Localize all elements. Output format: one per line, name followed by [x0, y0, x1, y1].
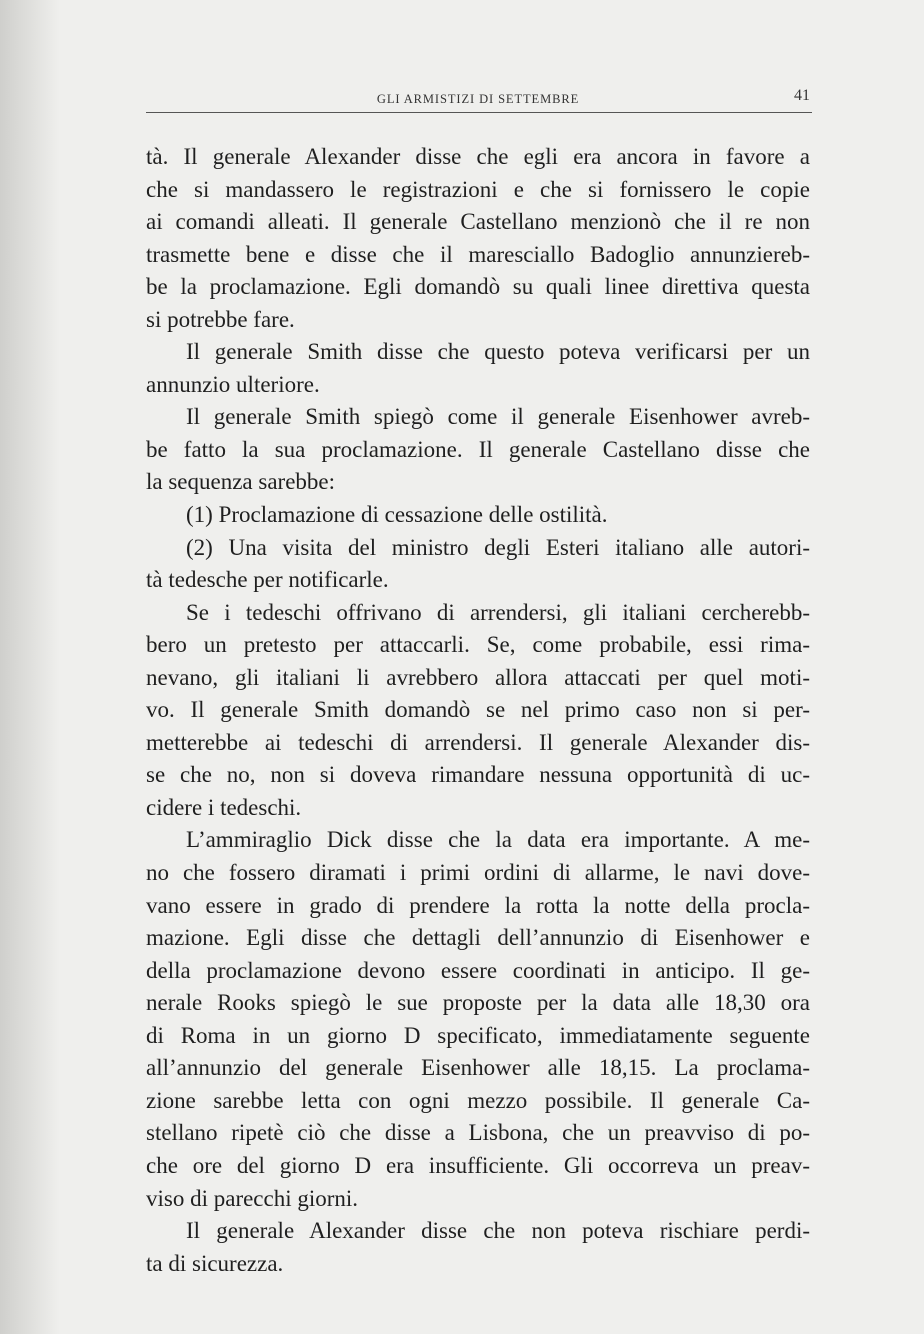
text-line: ta di sicurezza. — [146, 1250, 284, 1276]
text-line: Se i tedeschi offrivano di arrendersi, gli italiani cercherebb- — [186, 599, 810, 625]
header-rule — [146, 112, 812, 113]
text-line: di Roma in un giorno D specificato, immediatamente seguente — [146, 1022, 810, 1048]
text-line: (2) Una visita del ministro degli Esteri italiano alle autori- — [186, 534, 810, 560]
text-line: la sequenza sarebbe: — [146, 469, 336, 495]
text-line: della proclamazione devono essere coordinati in anticipo. Il ge- — [146, 957, 810, 983]
text-line: no che fossero diramati i primi ordini di allarme, le navi dove- — [146, 860, 810, 886]
text-line: che si mandassero le registrazioni e che si fornissero le copie — [146, 176, 810, 202]
body-text — [146, 141, 810, 1280]
text-line: nerale Rooks spiegò le sue proposte per la data alle 18,30 ora — [146, 990, 810, 1016]
text-line: vo. Il generale Smith domandò se nel primo caso non si per- — [146, 697, 810, 723]
running-head — [146, 84, 810, 110]
running-title: GLI ARMISTIZI DI SETTEMBRE — [376, 92, 580, 106]
text-line: mazione. Egli disse che dettagli dell’annunzio di Eisenhower e — [146, 925, 810, 951]
text-line: Il generale Smith disse che questo poteva verificarsi per un — [186, 339, 810, 365]
text-line: trasmette bene e disse che il maresciallo Badoglio annunziereb- — [146, 241, 810, 267]
text-line: nevano, gli italiani li avrebbero allora attaccati per quel moti- — [146, 664, 810, 690]
text-line: che ore del giorno D era insufficiente. Gli occorreva un preav- — [146, 1152, 810, 1178]
text-line: Il generale Smith spiegò come il generale Eisenhower avreb- — [186, 404, 810, 430]
text-line: tà tedesche per notificarle. — [146, 567, 389, 593]
text-line: L’ammiraglio Dick disse che la data era importante. A me- — [186, 827, 810, 853]
text-line: all’annunzio del generale Eisenhower alle 18,15. La proclama- — [146, 1055, 810, 1081]
text-line: vano essere in grado di prendere la rotta la notte della procla- — [146, 892, 810, 918]
text-line: cidere i tedeschi. — [146, 794, 302, 820]
text-line: si potrebbe fare. — [146, 306, 295, 332]
text-line: bero un pretesto per attaccarli. Se, come probabile, essi rima- — [146, 632, 810, 658]
text-line: stellano ripetè ciò che disse a Lisbona, che un preavviso di po- — [146, 1120, 810, 1146]
text-line: annunzio ulteriore. — [146, 371, 320, 397]
text-line: be la proclamazione. Egli domandò su quali linee direttiva questa — [146, 274, 810, 300]
text-line: Il generale Alexander disse che non poteva rischiare perdi- — [186, 1218, 810, 1244]
text-line: se che no, non si doveva rimandare nessuna opportunità di uc- — [146, 762, 810, 788]
text-line: be fatto la sua proclamazione. Il generale Castellano disse che — [146, 436, 810, 462]
text-line: viso di parecchi giorni. — [146, 1185, 359, 1211]
text-line: ai comandi alleati. Il generale Castellano menzionò che il re non — [146, 209, 810, 235]
text-line: zione sarebbe letta con ogni mezzo possibile. Il generale Ca- — [146, 1087, 810, 1113]
text-line: (1) Proclamazione di cessazione delle ostilità. — [186, 502, 608, 528]
text-line: tà. Il generale Alexander disse che egli era ancora in favore a — [146, 144, 810, 169]
page-number: 41 — [794, 87, 810, 104]
text-line: metterebbe ai tedeschi di arrendersi. Il generale Alexander dis- — [146, 729, 810, 755]
